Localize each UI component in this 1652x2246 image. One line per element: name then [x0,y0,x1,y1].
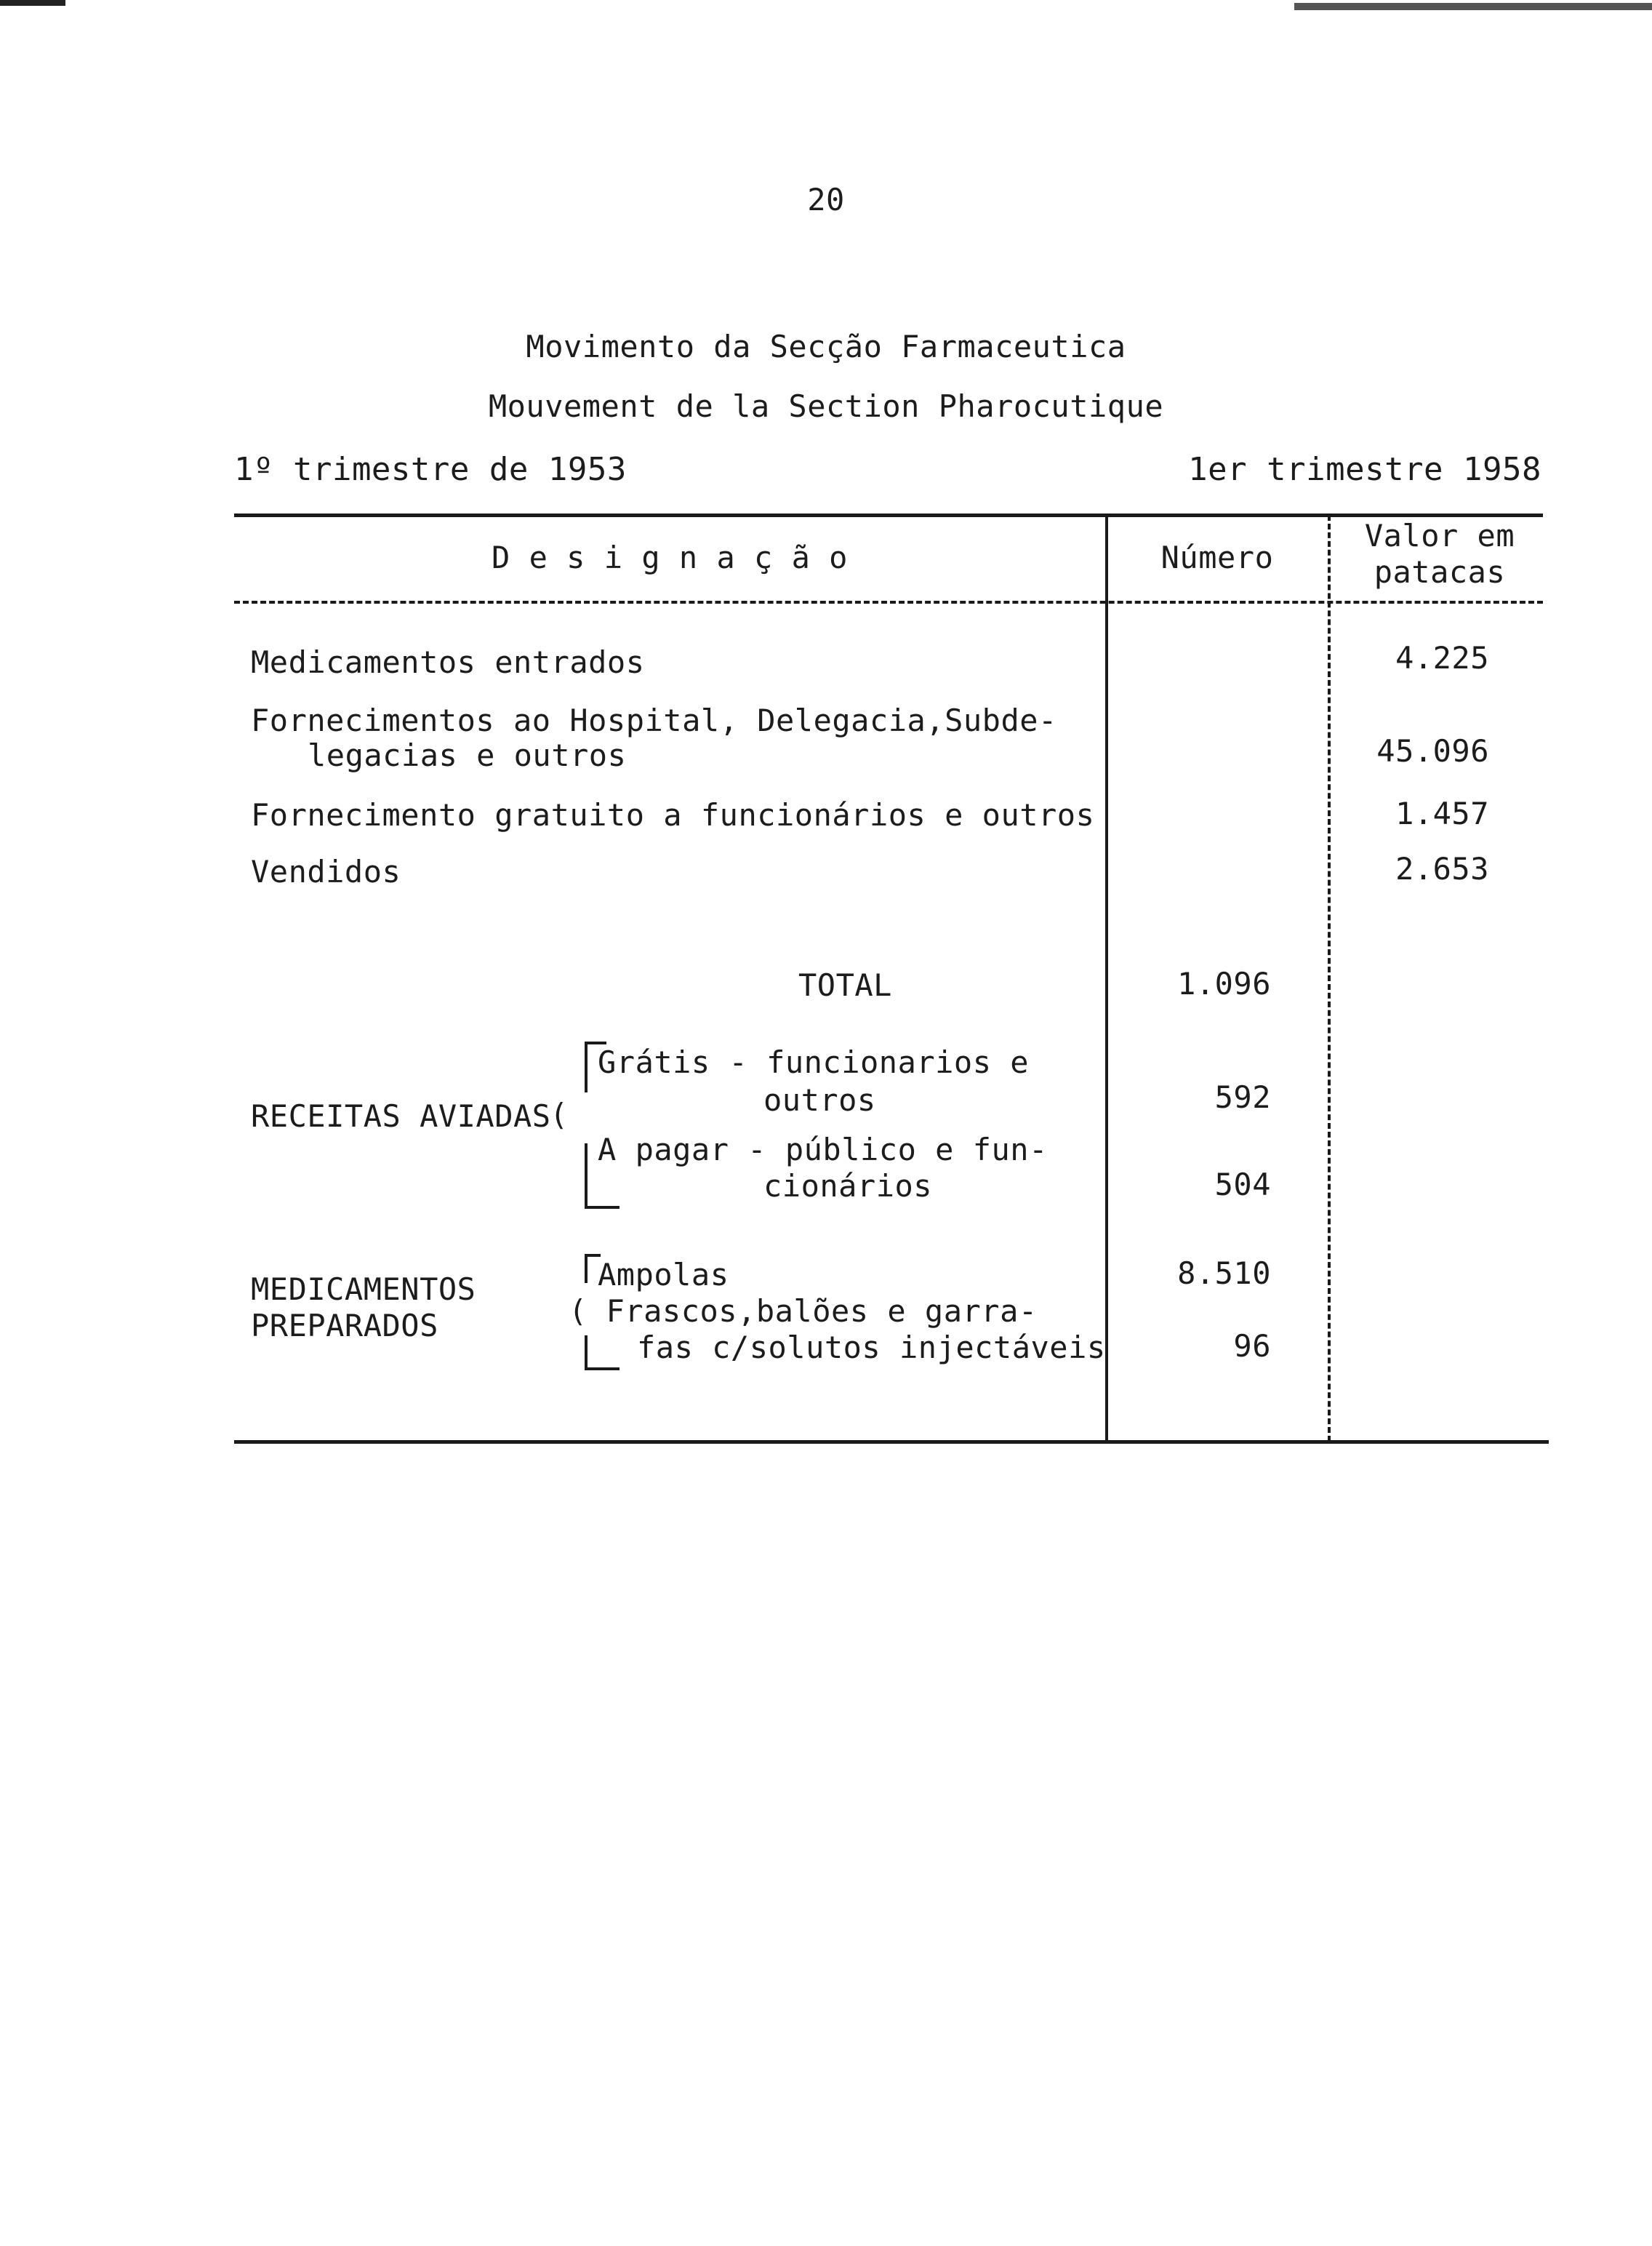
receitas-label: RECEITAS AVIADAS [251,1098,551,1134]
table-bottom-rule [234,1440,1549,1444]
medicamentos-label-line2: PREPARADOS [251,1308,438,1343]
row-medicamentos-entrados-valor: 4.225 [1395,640,1489,676]
table-top-rule [234,513,1543,517]
page-number: 20 [807,182,845,217]
row-fornecimentos-label-line2: legacias e outros [308,738,627,773]
total-numero: 1.096 [1177,966,1271,1002]
title-french: Mouvement de la Section Pharocutique [488,388,1164,424]
header-bottom-rule [234,601,1543,604]
receitas-pagar-line2: cionários [763,1168,933,1204]
header-numero: Número [1160,540,1274,575]
row-medicamentos-entrados-label: Medicamentos entrados [251,644,645,680]
period-french: 1er trimestre 1958 [1188,451,1541,488]
scan-edge-mark-top-left [0,0,65,6]
row-fornecimentos-valor: 45.096 [1376,733,1489,769]
total-label: TOTAL [798,967,892,1003]
row-vendidos-valor: 2.653 [1395,851,1489,887]
receitas-pagar-numero: 504 [1214,1167,1271,1202]
row-fornecimentos-label-line1: Fornecimentos ao Hospital, Delegacia,Subde- [251,703,1057,738]
medicamentos-label-line1: MEDICAMENTOS [251,1271,476,1307]
medicamentos-bracket-lower [585,1335,620,1370]
medicamentos-frascos-line2: fas c/solutos injectáveis [637,1330,1106,1365]
header-valor-line2: patacas [1374,554,1506,590]
medicamentos-ampolas: Ampolas [598,1257,729,1292]
row-vendidos-label: Vendidos [251,854,401,890]
receitas-pagar-line1: A pagar - público e fun- [598,1132,1048,1167]
receitas-paren: ( [550,1097,569,1132]
scan-edge-mark-top-right [1294,3,1652,10]
row-fornecimento-gratuito-valor: 1.457 [1395,796,1489,831]
medicamentos-frascos-line1: ( Frascos,balões e garra- [569,1293,1038,1329]
receitas-gratis-numero: 592 [1214,1079,1271,1115]
medicamentos-ampolas-numero: 8.510 [1177,1255,1271,1291]
period-portuguese: 1º trimestre de 1953 [234,451,627,488]
medicamentos-frascos-numero: 96 [1233,1328,1271,1364]
title-portuguese: Movimento da Secção Farmaceutica [526,329,1126,364]
receitas-gratis-line2: outros [763,1082,876,1118]
header-valor-line1: Valor em [1364,518,1515,553]
row-fornecimento-gratuito-label: Fornecimento gratuito a funcionários e outros [251,797,1095,833]
receitas-gratis-line1: Grátis - funcionarios e [598,1044,1030,1080]
header-designacao: D e s i g n a ç ã o [492,540,848,575]
